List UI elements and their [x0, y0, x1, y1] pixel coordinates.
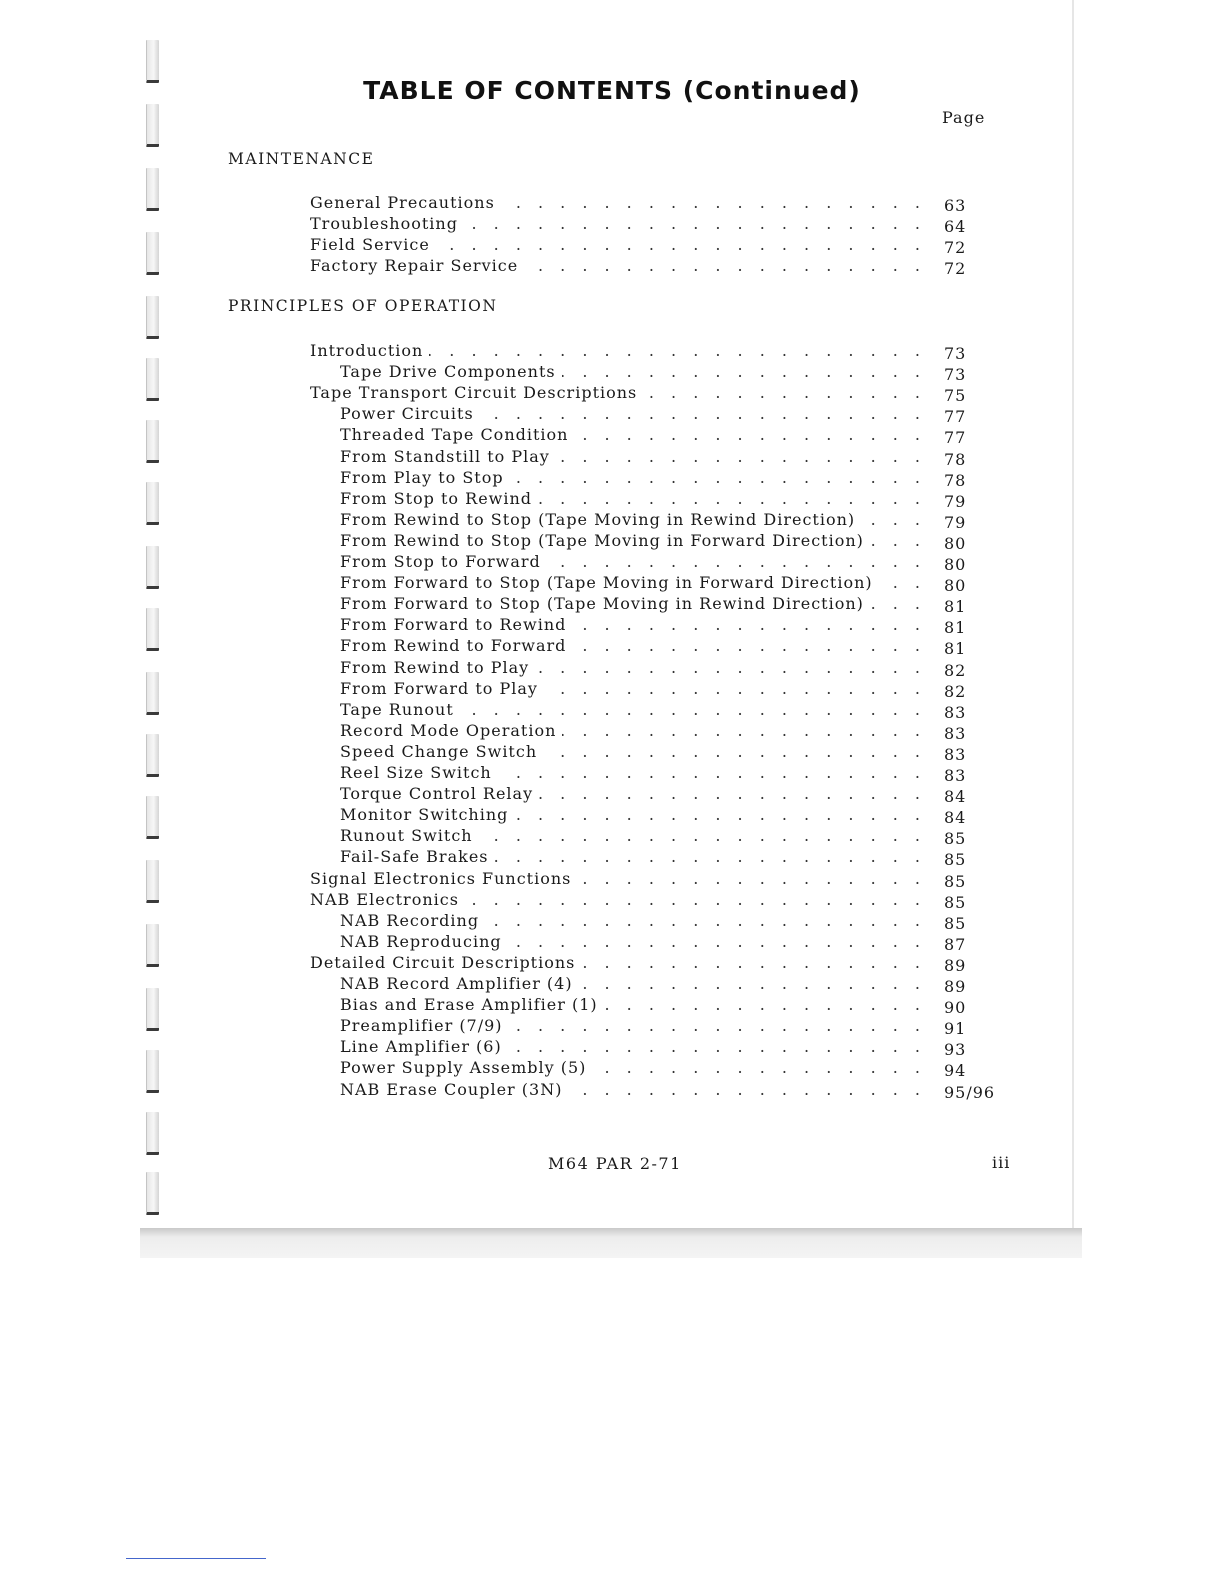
toc-entry-label: From Forward to Stop (Tape Moving in Rewind Direction) — [340, 594, 870, 613]
toc-entry[interactable] — [340, 1079, 926, 1100]
toc-entry[interactable] — [310, 952, 926, 973]
binding-hole — [146, 358, 159, 401]
toc-entry-label: Line Amplifier (6) — [340, 1037, 508, 1056]
toc-entry-label: NAB Record Amplifier (4) — [340, 974, 579, 993]
toc-entry[interactable] — [340, 424, 926, 445]
toc-entry-page: 75 — [944, 386, 967, 405]
page-title: TABLE OF CONTENTS (Continued) — [363, 76, 861, 105]
binding-hole — [146, 672, 159, 715]
toc-entry-page: 83 — [944, 745, 967, 764]
binding-hole — [146, 734, 159, 777]
binding-hole — [146, 546, 159, 589]
binding-hole — [146, 232, 159, 275]
toc-entry-page: 80 — [944, 576, 967, 595]
toc-entry[interactable] — [340, 361, 926, 382]
toc-entry[interactable] — [340, 994, 926, 1015]
binding-hole — [146, 796, 159, 839]
toc-entry-page: 83 — [944, 703, 967, 722]
toc-entry-page: 91 — [944, 1019, 967, 1038]
page-column-label: Page — [942, 108, 986, 127]
binding-hole — [146, 1172, 159, 1215]
toc-entry-label: Reel Size Switch — [340, 763, 498, 782]
toc-entry[interactable] — [310, 868, 926, 889]
toc-entry-label: Tape Transport Circuit Descriptions — [310, 383, 643, 402]
toc-entry[interactable] — [340, 572, 926, 593]
binding-hole — [146, 482, 159, 525]
toc-entry-page: 89 — [944, 956, 967, 975]
toc-entry[interactable] — [340, 467, 926, 488]
binding-hole — [146, 1112, 159, 1155]
section-heading-maintenance: MAINTENANCE — [228, 150, 375, 168]
toc-entry[interactable] — [340, 1015, 926, 1036]
toc-entry[interactable] — [310, 213, 926, 234]
toc-entry[interactable] — [340, 1036, 926, 1057]
toc-entry-page: 94 — [944, 1061, 967, 1080]
toc-entry-page: 85 — [944, 850, 967, 869]
toc-entry-page: 81 — [944, 597, 967, 616]
toc-entry[interactable] — [310, 382, 926, 403]
toc-entry-page: 72 — [944, 259, 967, 278]
toc-entry-label: From Rewind to Stop (Tape Moving in Forward Direction) — [340, 531, 870, 550]
toc-entry-label: From Rewind to Play — [340, 658, 535, 677]
toc-entry-label: Field Service — [310, 235, 436, 254]
toc-entry[interactable] — [340, 762, 926, 783]
toc-entry-page: 93 — [944, 1040, 967, 1059]
toc-entry-page: 78 — [944, 450, 967, 469]
toc-entry[interactable] — [340, 699, 926, 720]
binding-hole — [146, 420, 159, 463]
toc-entry-label: From Play to Stop — [340, 468, 510, 487]
toc-entry-page: 83 — [944, 724, 967, 743]
toc-entry[interactable] — [340, 678, 926, 699]
toc-entry[interactable] — [340, 593, 926, 614]
toc-entry[interactable] — [340, 741, 926, 762]
toc-entry-page: 73 — [944, 344, 967, 363]
toc-entry[interactable] — [340, 783, 926, 804]
toc-entry-page: 81 — [944, 639, 967, 658]
toc-entry[interactable] — [340, 530, 926, 551]
toc-entry[interactable] — [310, 255, 926, 276]
toc-entry-page: 83 — [944, 766, 967, 785]
binding-hole — [146, 296, 159, 339]
toc-entry-page: 85 — [944, 893, 967, 912]
toc-entry-label: Power Supply Assembly (5) — [340, 1058, 592, 1077]
toc-entry-page: 82 — [944, 661, 967, 680]
toc-entry-label: Preamplifier (7/9) — [340, 1016, 509, 1035]
toc-entry-label: Introduction — [310, 341, 429, 360]
toc-entry[interactable] — [340, 509, 926, 530]
toc-entry[interactable] — [340, 635, 926, 656]
binding-hole — [146, 988, 159, 1031]
toc-entry[interactable] — [340, 657, 926, 678]
toc-entry-label: Torque Control Relay — [340, 784, 539, 803]
toc-entry-page: 80 — [944, 534, 967, 553]
toc-entry-page: 85 — [944, 829, 967, 848]
toc-entry-label: From Rewind to Forward — [340, 636, 572, 655]
toc-entry-label: Troubleshooting — [310, 214, 464, 233]
toc-entry-label: Speed Change Switch — [340, 742, 543, 761]
toc-entry-label: Signal Electronics Functions — [310, 869, 577, 888]
toc-entry-page: 79 — [944, 492, 967, 511]
toc-entry-page: 82 — [944, 682, 967, 701]
toc-entry-label: From Forward to Stop (Tape Moving in Forward Direction) — [340, 573, 879, 592]
toc-entry-label: Monitor Switching — [340, 805, 514, 824]
toc-entry-page: 84 — [944, 787, 967, 806]
toc-entry-label: NAB Reproducing — [340, 932, 508, 951]
toc-entry[interactable] — [340, 720, 926, 741]
toc-entry[interactable] — [310, 192, 926, 213]
toc-entry-label: Runout Switch — [340, 826, 479, 845]
toc-entry-label: From Rewind to Stop (Tape Moving in Rewind Direction) — [340, 510, 861, 529]
toc-entry-label: From Forward to Rewind — [340, 615, 572, 634]
toc-entry-page: 95/96 — [944, 1083, 996, 1102]
toc-entry-page: 77 — [944, 428, 967, 447]
toc-entry[interactable] — [340, 931, 926, 952]
toc-entry-label: Detailed Circuit Descriptions — [310, 953, 581, 972]
toc-entry-page: 81 — [944, 618, 967, 637]
toc-entry-page: 80 — [944, 555, 967, 574]
toc-entry-page: 85 — [944, 914, 967, 933]
toc-entry-label: Factory Repair Service — [310, 256, 524, 275]
binding-hole — [146, 608, 159, 651]
toc-entry-page: 77 — [944, 407, 967, 426]
toc-entry-label: From Forward to Play — [340, 679, 544, 698]
toc-entry-page: 85 — [944, 872, 967, 891]
binding-hole — [146, 1050, 159, 1093]
toc-entry-label: Tape Drive Components — [340, 362, 562, 381]
toc-entry[interactable] — [340, 446, 926, 467]
toc-entry-label: Bias and Erase Amplifier (1) — [340, 995, 604, 1014]
toc-entry-page: 64 — [944, 217, 967, 236]
toc-entry-label: From Stop to Rewind — [340, 489, 538, 508]
toc-entry-label: Record Mode Operation — [340, 721, 562, 740]
divider-line — [126, 1558, 266, 1559]
toc-entry-label: NAB Recording — [340, 911, 485, 930]
toc-entry[interactable] — [340, 910, 926, 931]
toc-entry-label: General Precautions — [310, 193, 501, 212]
toc-entry-page: 84 — [944, 808, 967, 827]
toc-entry-page: 87 — [944, 935, 967, 954]
toc-entry-label: From Stop to Forward — [340, 552, 547, 571]
page-number: iii — [992, 1153, 1011, 1172]
toc-entry[interactable] — [340, 488, 926, 509]
toc-entry[interactable] — [340, 804, 926, 825]
toc-entry-label: NAB Electronics — [310, 890, 465, 909]
toc-entry-label: Threaded Tape Condition — [340, 425, 574, 444]
toc-entry[interactable] — [310, 889, 926, 910]
document-code: M64 PAR 2-71 — [548, 1154, 682, 1173]
binding-hole — [146, 860, 159, 903]
toc-entry[interactable] — [310, 340, 926, 361]
toc-entry[interactable] — [340, 403, 926, 424]
toc-entry[interactable] — [340, 973, 926, 994]
toc-entry[interactable] — [340, 1057, 926, 1078]
toc-entry-page: 90 — [944, 998, 967, 1017]
toc-entry[interactable] — [340, 551, 926, 572]
toc-entry-page: 63 — [944, 196, 967, 215]
toc-entry-page: 72 — [944, 238, 967, 257]
toc-entry-page: 89 — [944, 977, 967, 996]
toc-entry-label: From Standstill to Play — [340, 447, 556, 466]
toc-entry-label: Power Circuits — [340, 404, 480, 423]
toc-entry[interactable] — [310, 234, 926, 255]
toc-entry-label: Tape Runout — [340, 700, 460, 719]
toc-entry-label: NAB Erase Coupler (3N) — [340, 1080, 568, 1099]
section-heading-principles: PRINCIPLES OF OPERATION — [228, 297, 498, 315]
toc-entry-label: Fail-Safe Brakes — [340, 847, 495, 866]
spiral-binding — [146, 0, 160, 1232]
toc-entry[interactable] — [340, 614, 926, 635]
page-bottom-edge — [140, 1228, 1082, 1258]
binding-hole — [146, 924, 159, 967]
binding-hole — [146, 168, 159, 211]
toc-entry[interactable] — [340, 825, 926, 846]
toc-entry-page: 79 — [944, 513, 967, 532]
binding-hole — [146, 104, 159, 147]
toc-entry-page: 73 — [944, 365, 967, 384]
toc-entry[interactable] — [340, 846, 926, 867]
toc-entry-page: 78 — [944, 471, 967, 490]
